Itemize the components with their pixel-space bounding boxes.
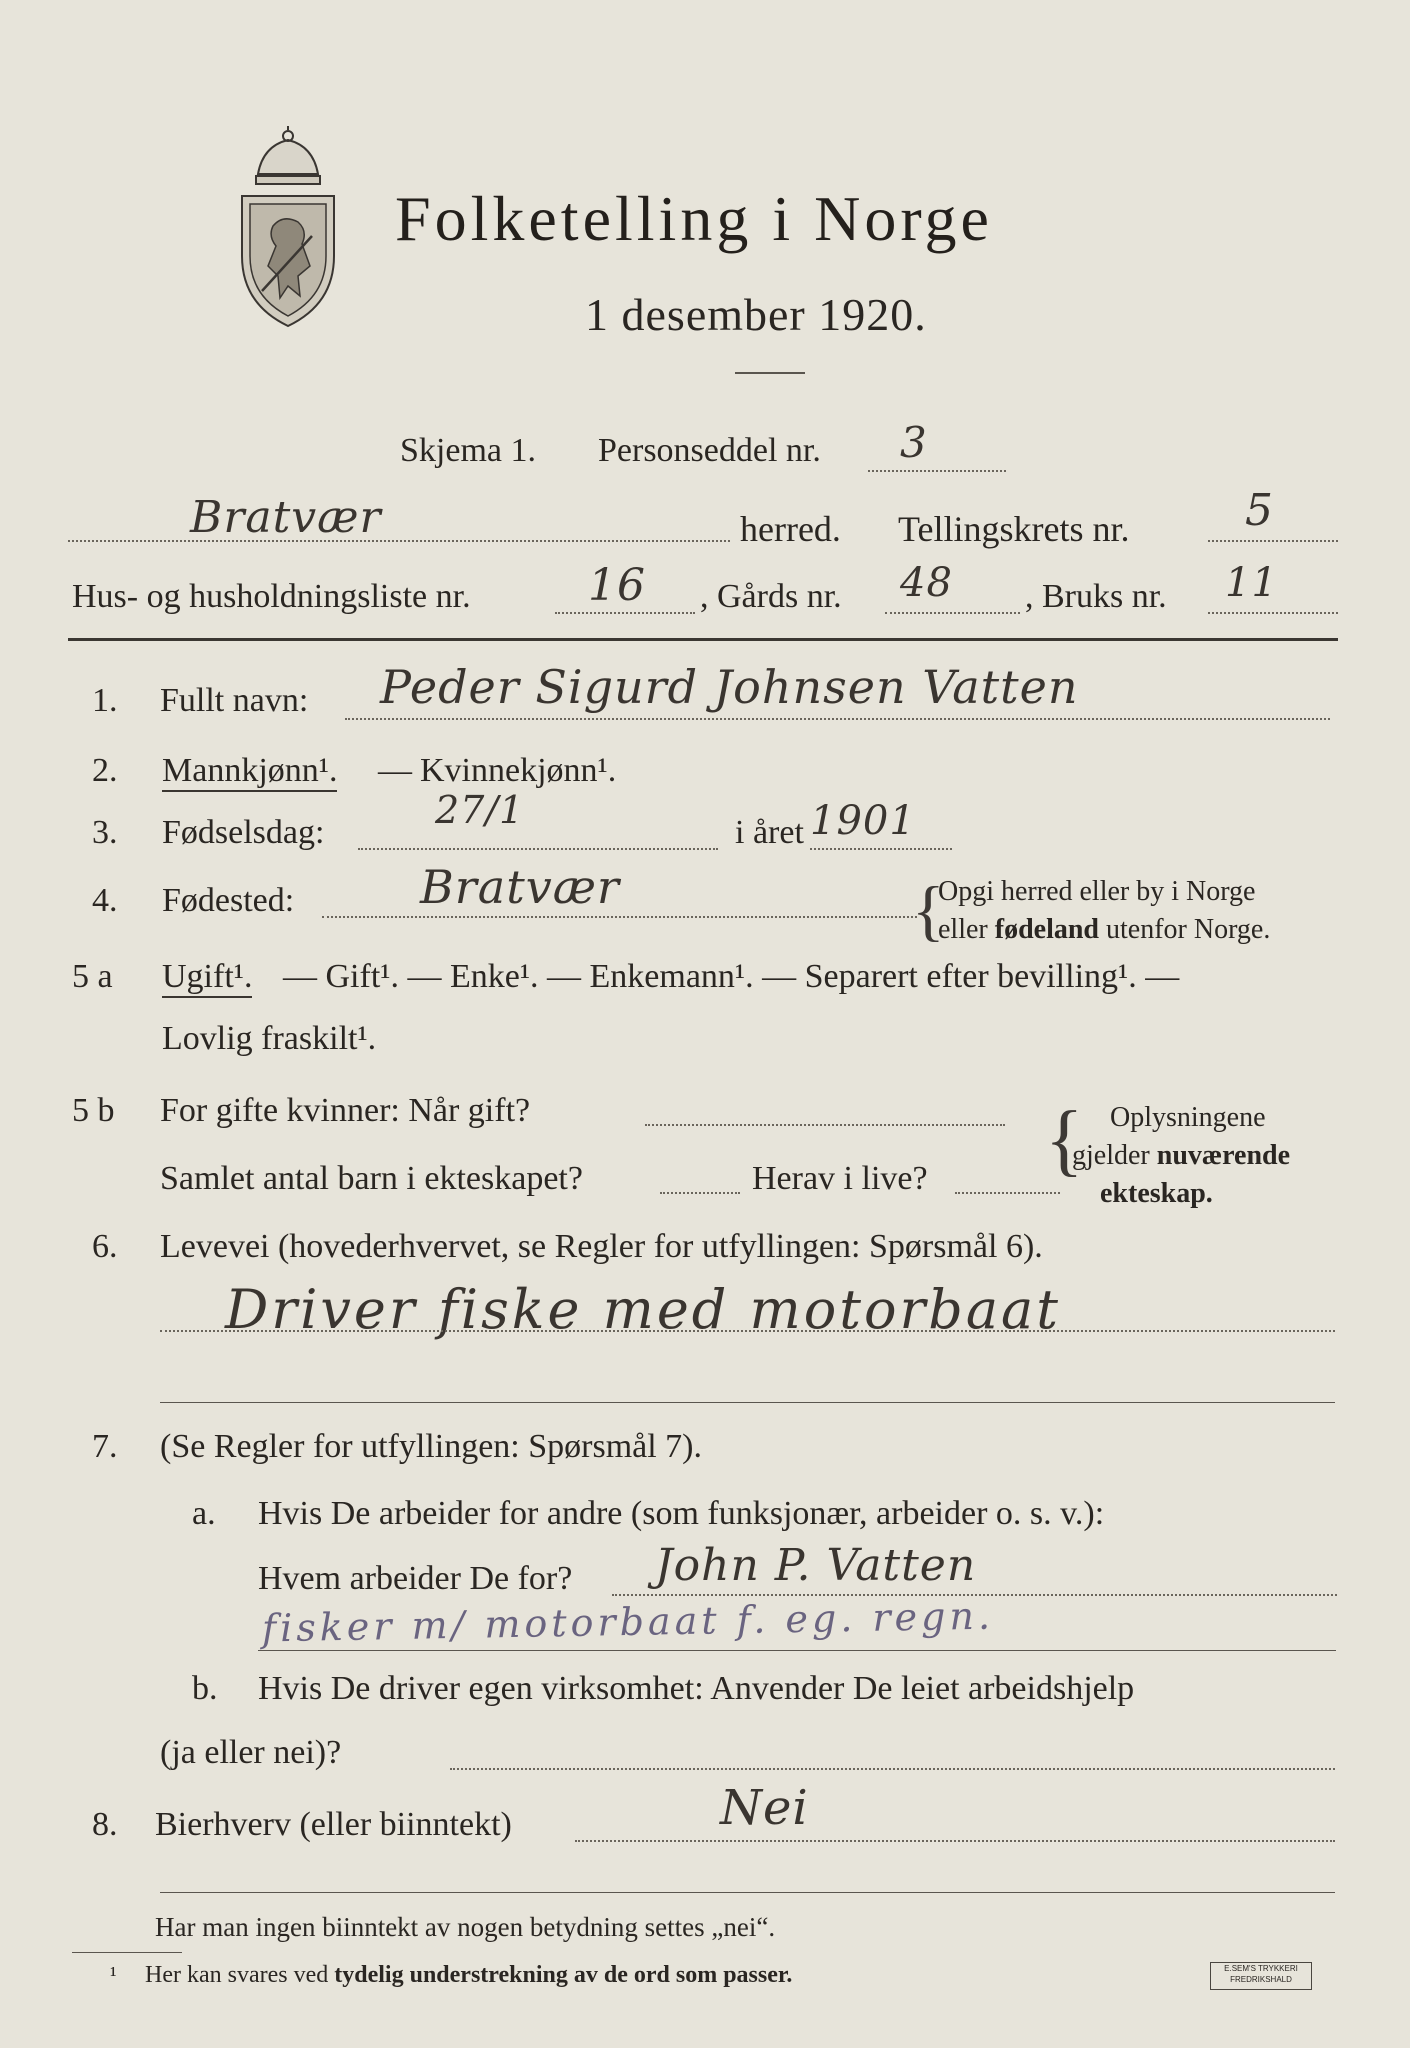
q7a-label: Hvis De arbeider for andre (som funksjonær, arbeider o. s. v.):: [258, 1495, 1105, 1532]
bruks-value: 11: [1225, 560, 1278, 606]
title-divider: [735, 372, 805, 374]
q5a-fraskilt-option: Lovlig fraskilt¹.: [162, 1020, 377, 1057]
census-date: 1 desember 1920.: [585, 289, 927, 340]
personseddel-line: [868, 470, 1006, 472]
occupation-value: Driver fiske med motorbaat: [225, 1278, 1061, 1341]
q3-year-label: i året: [735, 814, 804, 851]
q5a-number: 5 a: [72, 958, 113, 995]
q5b-brace: {: [1045, 1096, 1084, 1184]
gards-value: 48: [900, 560, 953, 606]
q1-label: Fullt navn:: [160, 682, 309, 719]
employer-value: John P. Vatten: [655, 1540, 977, 1591]
q8-line: [575, 1840, 1335, 1842]
q2-female-option: Kvinnekjønn¹.: [420, 752, 617, 789]
footnote-text: Her kan svares ved tydelig understrekning av de ord som passer.: [145, 1962, 793, 1988]
q8-number: 8.: [92, 1806, 118, 1843]
birth-year-value: 1901: [810, 798, 916, 844]
q7a-employer-label: Hvem arbeider De for?: [258, 1560, 573, 1597]
q5b-number: 5 b: [72, 1092, 115, 1129]
q5b-note-line1: Oplysningene: [1110, 1102, 1266, 1133]
q7b-question: (ja eller nei)?: [160, 1734, 342, 1771]
q4-note-line2: eller fødeland utenfor Norge.: [938, 914, 1271, 945]
q6-label: Levevei (hovederhvervet, se Regler for utfyllingen: Spørsmål 6).: [160, 1228, 1043, 1265]
gards-line: [885, 612, 1020, 614]
full-name-value: Peder Sigurd Johnsen Vatten: [380, 660, 1079, 714]
printer-stamp: E.SEM'S TRYKKERI FREDRIKSHALD: [1210, 1962, 1312, 1990]
q4-note-line1: Opgi herred eller by i Norge: [938, 876, 1256, 907]
tellingskrets-value: 5: [1245, 485, 1274, 536]
q3-number: 3.: [92, 814, 118, 851]
hus-line: [555, 612, 695, 614]
herred-value: Bratvær: [190, 492, 382, 543]
tellingskrets-line: [1208, 540, 1338, 542]
q5a-other-options: — Gift¹. — Enke¹. — Enkemann¹. — Separert efter bevilling¹. —: [283, 958, 1180, 995]
q4-label: Fødested:: [162, 882, 295, 919]
birthplace-value: Bratvær: [420, 860, 620, 914]
q7b-number: b.: [192, 1670, 218, 1707]
q1-line: [345, 718, 1330, 720]
birthdate-value: 27/1: [435, 788, 525, 832]
q5b-note-line2: gjelder nuværende: [1072, 1140, 1291, 1171]
footnote-divider: [72, 1952, 182, 1953]
gards-label: , Gårds nr.: [700, 578, 842, 615]
personseddel-label: Personseddel nr.: [598, 432, 821, 469]
q3-label: Fødselsdag:: [162, 814, 325, 851]
q2-male-option: Mannkjønn¹.: [162, 752, 337, 792]
q2-number: 2.: [92, 752, 118, 789]
q7b-label: Hvis De driver egen virksomhet: Anvender De leiet arbeidshjelp: [258, 1670, 1135, 1707]
q7b-line: [450, 1768, 1335, 1770]
q6-number: 6.: [92, 1228, 118, 1265]
q7a-line2: [258, 1650, 1336, 1651]
q5a-ugift-option: Ugift¹.: [162, 958, 252, 998]
q4-number: 4.: [92, 882, 118, 919]
q5b-children-line: [660, 1192, 740, 1194]
q7-number: 7.: [92, 1428, 118, 1465]
q7-label: (Se Regler for utfyllingen: Spørsmål 7).: [160, 1428, 703, 1465]
q1-number: 1.: [92, 682, 118, 719]
herred-label: herred.: [740, 509, 841, 549]
q5b-married-when-label: For gifte kvinner: Når gift?: [160, 1092, 531, 1129]
footnote-mark: ¹: [110, 1962, 117, 1987]
schema-label: Skjema 1.: [400, 432, 536, 469]
q6-line2: [160, 1402, 1335, 1403]
q7a-number: a.: [192, 1495, 216, 1532]
q5b-note-line3: ekteskap.: [1100, 1178, 1213, 1209]
hus-label: Hus- og husholdningsliste nr.: [72, 578, 471, 615]
q5b-children-label: Samlet antal barn i ekteskapet?: [160, 1160, 583, 1197]
personseddel-value: 3: [900, 418, 928, 467]
q5b-alive-line: [955, 1192, 1060, 1194]
tellingskrets-label: Tellingskrets nr.: [898, 509, 1130, 549]
q8-line2: [160, 1892, 1335, 1893]
q3-line: [358, 848, 718, 850]
header-separator: [68, 638, 1338, 641]
bruks-line: [1208, 612, 1338, 614]
footer-note: Har man ingen biinntekt av nogen betydning settes „nei“.: [155, 1912, 776, 1942]
q3-year-line: [810, 848, 952, 850]
side-income-value: Nei: [720, 1780, 809, 1836]
coat-of-arms-icon: [228, 126, 348, 331]
q4-line: [322, 916, 917, 918]
hus-value: 16: [588, 560, 646, 611]
q6-line1: [160, 1330, 1335, 1332]
q8-label: Bierhverv (eller biinntekt): [155, 1806, 512, 1843]
herred-line: [68, 540, 730, 542]
form-title: Folketelling i Norge: [395, 183, 993, 254]
bruks-label: , Bruks nr.: [1025, 578, 1167, 615]
employer-extra-note: fisker m/ motorbaat f. eg. regn.: [261, 1593, 995, 1651]
q2-separator: —: [378, 752, 412, 789]
q5b-alive-label: Herav i live?: [752, 1160, 928, 1197]
q5b-when-line: [645, 1124, 1005, 1126]
q4-brace: {: [912, 872, 945, 948]
